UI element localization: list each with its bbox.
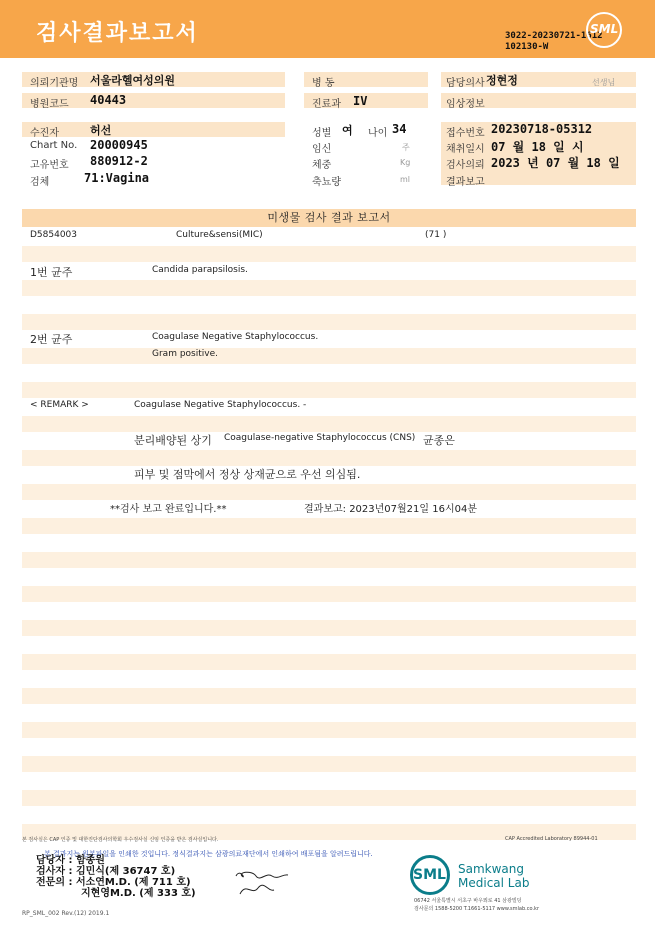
age-label: 나이: [368, 128, 388, 139]
lab-name-line2: Medical Lab: [458, 876, 530, 890]
remark-label: < REMARK >: [30, 400, 89, 410]
urine-unit: ml: [400, 175, 411, 184]
test-specimen: (71 ): [425, 230, 447, 240]
signer-manager: 담당자 : 함종원: [36, 855, 105, 866]
lab-name-line1: Samkwang: [458, 862, 524, 876]
sml-logo-text: SML: [590, 22, 619, 36]
pregnancy-unit: 주: [402, 143, 410, 152]
ward-label: 병 동: [312, 78, 335, 89]
report-complete: **검사 보고 완료입니다.**: [110, 504, 227, 515]
strain1-name: Candida parapsilosis.: [152, 265, 248, 275]
cap-accreditation: CAP Accredited Laboratory 89944-01: [505, 836, 598, 842]
sex-label: 성별: [312, 128, 332, 139]
collection-value: 07 월 18 일 시: [491, 140, 584, 154]
request-label: 검사의뢰: [446, 160, 485, 171]
remark-text: Coagulase Negative Staphylococcus. -: [134, 400, 307, 410]
page-title: 검사결과보고서: [36, 21, 199, 46]
receipt-value: 20230718-05312: [491, 122, 593, 136]
test-name: Culture&sensi(MIC): [176, 230, 263, 240]
dept-value: IV: [353, 94, 368, 108]
weight-unit: Kg: [400, 158, 411, 167]
signature-image: [232, 866, 292, 898]
hospital-value: 서울라헬여성의원: [90, 74, 176, 87]
specimen-label: 검체: [30, 177, 50, 188]
sex-value: 여: [342, 124, 353, 137]
row-band: [22, 688, 636, 704]
row-band: [22, 722, 636, 738]
lab-logo-text: SML: [413, 867, 446, 883]
row-band: [22, 518, 636, 534]
test-code: D5854003: [30, 230, 78, 240]
collection-label: 채취일시: [446, 144, 485, 155]
specimen-value: 71:Vagina: [84, 171, 150, 185]
patient-label: 수진자: [30, 128, 59, 139]
row-band: [22, 314, 636, 330]
id-label: 고유번호: [30, 160, 69, 171]
doctor-label: 담당의사: [446, 78, 485, 89]
lab-address: 06742 서울특별시 서초구 바우뫼로 41 삼광빌딩: [414, 898, 522, 904]
lab-name: [458, 862, 529, 890]
report-time: 결과보고: 2023년07월21일 16시04분: [304, 504, 478, 515]
row-band: [22, 280, 636, 296]
strain2-name: Coagulase Negative Staphylococcus.: [152, 332, 319, 342]
chart-label: Chart No.: [30, 140, 78, 151]
patient-value: 허선: [90, 124, 112, 137]
request-value: 2023 년 07 월 18 일: [491, 156, 620, 170]
remark-line2-english: Coagulase-negative Staphylococcus (CNS): [224, 433, 416, 443]
age-value: 34: [392, 122, 407, 136]
row-band: [22, 620, 636, 636]
notice-text: 본 결과지는 원본파일을 인쇄한 것입니다. 정식결과지는 삼광의료재단에서 인쇄하여 배포됨을 알려드립니다.: [44, 850, 373, 858]
report-label: 결과보고: [446, 177, 485, 188]
pregnancy-label: 임신: [312, 144, 332, 155]
weight-label: 체중: [312, 160, 332, 171]
document-number-line2: 102130-W: [505, 42, 549, 52]
row-band: [22, 586, 636, 602]
clinical-info-label: 임상정보: [446, 99, 485, 110]
row-band: [22, 348, 636, 364]
receipt-label: 접수번호: [446, 128, 485, 139]
urine-label: 축뇨량: [312, 177, 341, 188]
info-bar: [22, 122, 285, 137]
code-label: 병원코드: [30, 99, 69, 110]
row-band: [22, 654, 636, 670]
remark-line2-end: 균종은: [423, 434, 455, 447]
row-band: [22, 756, 636, 772]
strain2-label: 2번 균주: [30, 333, 73, 346]
code-value: 40443: [90, 93, 127, 107]
row-band: [22, 246, 636, 262]
lab-contact: 검사문의 1588-5200 T.1661-5117 www.smlab.co.kr: [414, 906, 539, 912]
doctor-value: 정현정: [486, 74, 518, 87]
hospital-label: 의뢰기관명: [30, 78, 79, 89]
remark-line2-korean: 분리배양된 상기: [134, 434, 212, 447]
row-band: [22, 382, 636, 398]
document-number-line1: 3022-20230721-1612: [505, 31, 603, 41]
doctor-suffix: 선생님: [592, 78, 616, 87]
row-band: [22, 416, 636, 432]
signer-tester: 검사자 : 김민식(제 36747 호): [36, 866, 176, 877]
dept-label: 진료과: [312, 99, 341, 110]
remark-line3: 피부 및 점막에서 정상 상재균으로 우선 의심됨.: [134, 468, 361, 481]
row-band: [22, 484, 636, 500]
form-number: RP_SML_002 Rev.(12) 2019.1: [22, 910, 110, 917]
strain2-gram: Gram positive.: [152, 349, 218, 359]
signer-specialist-2: 지현영M.D. (제 333 호): [81, 888, 196, 899]
row-band: [22, 450, 636, 466]
row-band: [22, 552, 636, 568]
signer-specialist-1: 전문의 : 서소연M.D. (제 711 호): [36, 877, 191, 888]
id-value: 880912-2: [90, 154, 148, 168]
strain1-label: 1번 균주: [30, 266, 73, 279]
chart-value: 20000945: [90, 138, 148, 152]
section-title: 미생물 검사 결과 보고서: [22, 209, 636, 227]
row-band: [22, 790, 636, 806]
cap-note: 본 검사실은 CAP 인증 및 대한진단검사의학회 우수검사실 신임 인증을 받은 검사실입니다.: [22, 837, 219, 843]
